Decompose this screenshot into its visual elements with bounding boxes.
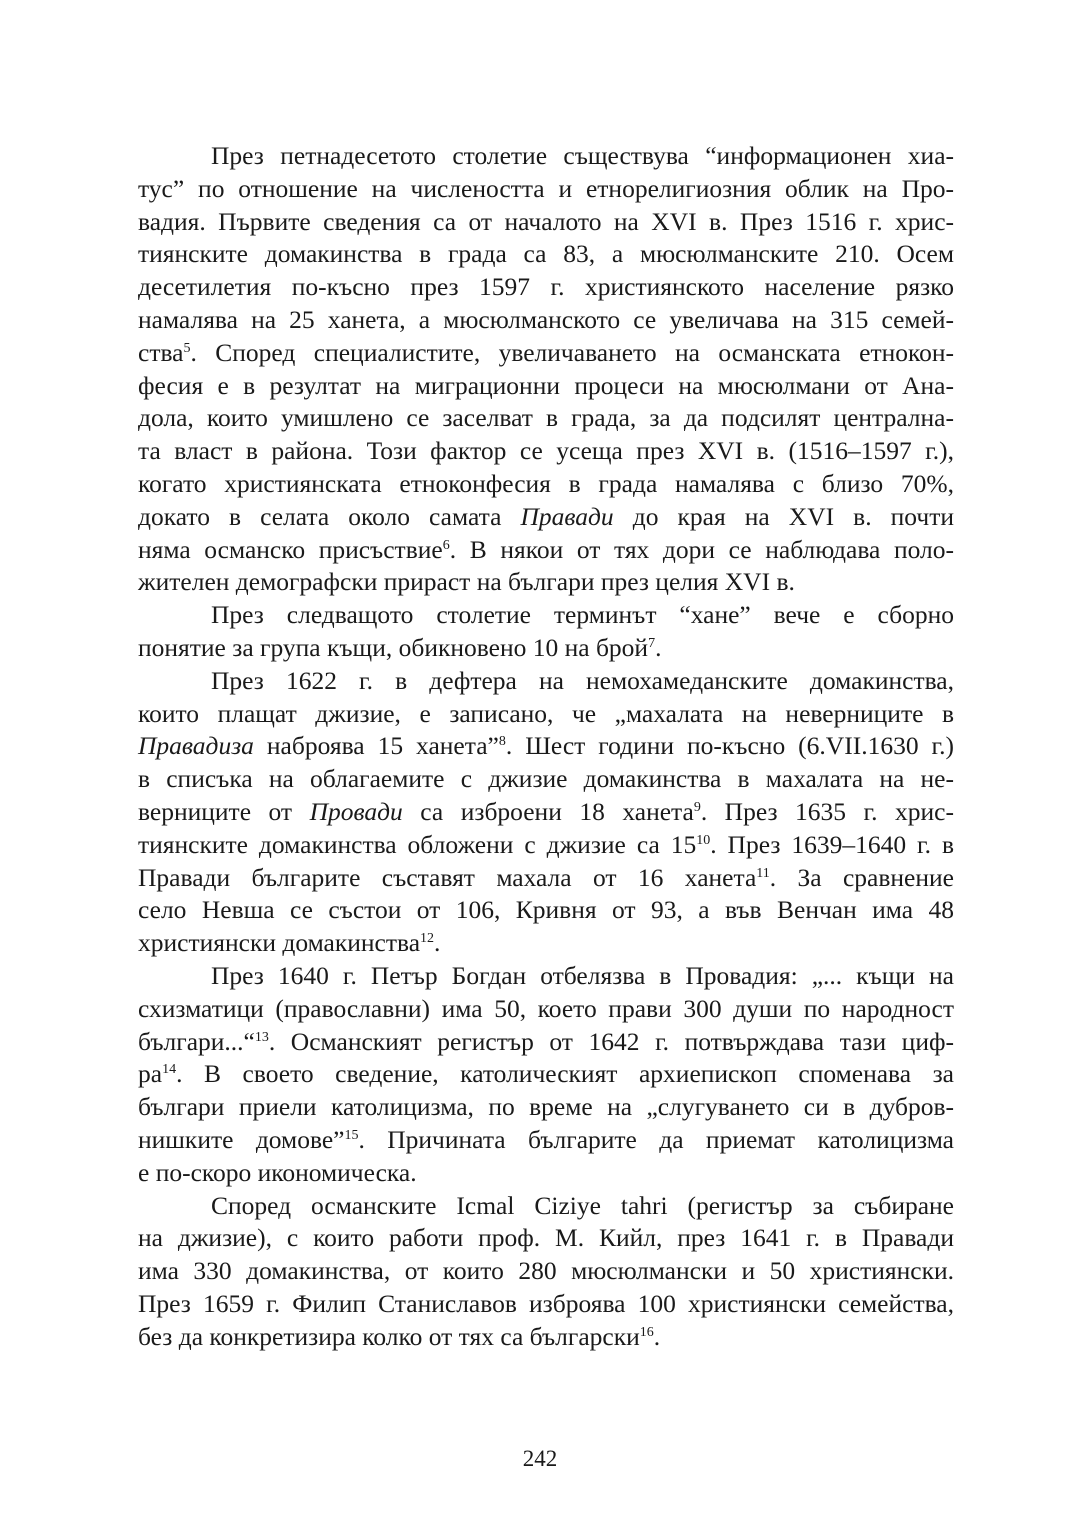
- text-line: [138, 238, 954, 271]
- text-segment: През 1622 г. в дефтера на немохамеданските домакинства,: [211, 665, 954, 695]
- text-segment: . Според специалистите, увеличаването на османската етнокон-: [190, 337, 954, 367]
- text-segment: са изброени 18 ханета: [402, 796, 694, 826]
- text-segment: до края на XVI в. почти: [613, 501, 954, 531]
- text-segment: През петнадесетото столетие съществува “информационен хиа-: [211, 141, 954, 170]
- footnote-ref: 16: [639, 1324, 654, 1340]
- text-line: [138, 468, 954, 501]
- text-segment: вадия. Първите сведения са от началото на XVI в. През 1516 г. хрис-: [138, 206, 954, 236]
- text-line: [138, 1091, 954, 1124]
- text-line: [138, 304, 954, 337]
- text-segment: Правади българите съставят махала от 16 ханета: [138, 862, 757, 892]
- text-segment: на джизие), с които работи проф. М. Кийл, през 1641 г. в Правади: [138, 1223, 954, 1253]
- text-line: [138, 698, 954, 731]
- text-line: [138, 566, 954, 599]
- text-line: [138, 632, 954, 665]
- text-line: [138, 1255, 954, 1288]
- text-segment: жителен демографски прираст на българи през целия XVI в.: [138, 567, 795, 597]
- text-line: [138, 1222, 954, 1255]
- text-segment: верниците от: [138, 796, 310, 826]
- italic-text: Правадиза: [138, 731, 254, 761]
- text-segment: ства: [138, 337, 184, 367]
- text-line: [138, 927, 954, 960]
- footnote-ref: 5: [183, 340, 191, 356]
- text-line: [138, 1026, 954, 1059]
- footnote-ref: 9: [693, 799, 701, 815]
- text-line: [138, 1288, 954, 1321]
- text-segment: наброява 15 ханета”: [253, 731, 499, 761]
- text-line: [138, 665, 954, 698]
- text-line: [138, 435, 954, 468]
- text-line: [138, 1157, 954, 1190]
- text-segment: българи приели католицизма, по време на „слугуването си в дубров-: [138, 1092, 954, 1122]
- text-segment: няма османско присъствие: [138, 534, 443, 564]
- text-segment: които плащат джизие, е записано, че „махалата на неверниците в: [138, 698, 954, 728]
- text-segment: схизматици (православни) има 50, което прави 300 души по народност: [138, 993, 954, 1023]
- text-segment: когато християнската етноконфесия в града намалява с близо 70%,: [138, 468, 954, 498]
- text-segment: намалява на 25 ханета, а мюсюлманското се увеличава на 315 семей-: [138, 304, 954, 334]
- italic-text: Провади: [309, 796, 403, 826]
- footnote-ref: 15: [344, 1127, 359, 1143]
- text-segment: село Невша се състои от 106, Кривня от 93, а във Венчан има 48: [138, 895, 954, 925]
- text-segment: . Шест години по-късно (6.VII.1630 г.): [505, 731, 954, 761]
- page-number: 242: [522, 1446, 558, 1471]
- footnote-ref: 13: [254, 1029, 269, 1045]
- text-line: [138, 140, 954, 173]
- text-segment: без да конкретизира колко от тях са български: [138, 1321, 640, 1351]
- footnote-ref: 14: [162, 1062, 177, 1078]
- text-line: [138, 271, 954, 304]
- footnote-ref: 11: [756, 865, 770, 881]
- text-segment: През 1659 г. Филип Станиславов изброява 100 християнски семейства,: [138, 1288, 954, 1318]
- text-line: [138, 763, 954, 796]
- text-segment: . Причината българите да приемат католицизма: [358, 1124, 954, 1154]
- text-segment: . През 1639–1640 г. в: [710, 829, 954, 859]
- text-segment: .: [653, 1321, 661, 1351]
- text-segment: в списъка на облагаемите с джизие домакинства в махалата на не-: [138, 764, 954, 794]
- text-segment: е по-скоро икономическа.: [138, 1157, 417, 1187]
- italic-text: Правади: [520, 501, 614, 531]
- text-segment: докато в селата около самата: [138, 501, 521, 531]
- text-line: [138, 862, 954, 895]
- text-line: [138, 1124, 954, 1157]
- text-segment: тиянските домакинства в града са 83, а мюсюлманските 210. Осем: [138, 239, 954, 269]
- text-line: [138, 894, 954, 927]
- text-segment: През 1640 г. Петър Богдан отбелязва в Провадия: „... къщи на: [211, 960, 954, 990]
- text-line: [138, 796, 954, 829]
- text-segment: тус” по отношение на числеността и етнорелигиозния облик на Про-: [138, 173, 954, 203]
- text-line: [138, 599, 954, 632]
- text-segment: През следващото столетие терминът “хане” вече е сборно: [211, 600, 954, 630]
- footnote-ref: 7: [648, 635, 656, 651]
- text-segment: фесия е в резултат на миграционни процеси на мюсюлмани от Ана-: [138, 370, 954, 400]
- text-segment: .: [434, 928, 441, 958]
- text-segment: . В своето сведение, католическият архиепископ споменава за: [176, 1059, 954, 1089]
- footnote-ref: 6: [442, 537, 450, 553]
- text-segment: българи...“: [138, 1026, 255, 1056]
- text-line: [138, 501, 954, 534]
- text-line: [138, 173, 954, 206]
- text-segment: та власт в района. Този фактор се усеща през XVI в. (1516–1597 г.),: [138, 436, 954, 466]
- text-segment: .: [655, 632, 662, 662]
- text-segment: . За сравнение: [769, 862, 954, 892]
- text-line: [138, 960, 954, 993]
- text-segment: дола, които умишлено се заселват в града, за да подсилят централна-: [138, 403, 954, 433]
- text-line: [138, 1190, 954, 1223]
- text-line: [138, 1058, 954, 1091]
- text-line: [138, 370, 954, 403]
- text-line: [138, 402, 954, 435]
- text-line: [138, 829, 954, 862]
- text-line: [138, 206, 954, 239]
- footnote-ref: 12: [420, 931, 435, 947]
- text-segment: понятие за група къщи, обикновено 10 на брой: [138, 632, 649, 662]
- text-line: [138, 337, 954, 370]
- text-segment: . През 1635 г. хрис-: [700, 796, 954, 826]
- text-segment: десетилетия по-късно през 1597 г. християнското население рязко: [138, 272, 954, 302]
- footnote-ref: 8: [498, 734, 506, 750]
- text-segment: . В някои от тях дори се наблюдава поло-: [449, 534, 954, 564]
- text-segment: тиянските домакинства обложени с джизие са 15: [138, 829, 697, 859]
- text-line: [138, 993, 954, 1026]
- text-line: [138, 730, 954, 763]
- text-segment: Според османските Icmal Ciziye tahri (регистър за събиране: [211, 1190, 954, 1220]
- text-segment: има 330 домакинства, от които 280 мюсюлмански и 50 християнски.: [138, 1256, 954, 1286]
- text-line: [138, 1321, 954, 1354]
- footnote-ref: 10: [696, 832, 711, 848]
- text-segment: . Османският регистър от 1642 г. потвърждава тази циф-: [268, 1026, 954, 1056]
- text-line: [138, 534, 954, 567]
- text-segment: ра: [138, 1059, 163, 1089]
- text-segment: християнски домакинства: [138, 928, 421, 958]
- text-segment: нишките домове”: [138, 1124, 345, 1154]
- body-text: [138, 140, 954, 1353]
